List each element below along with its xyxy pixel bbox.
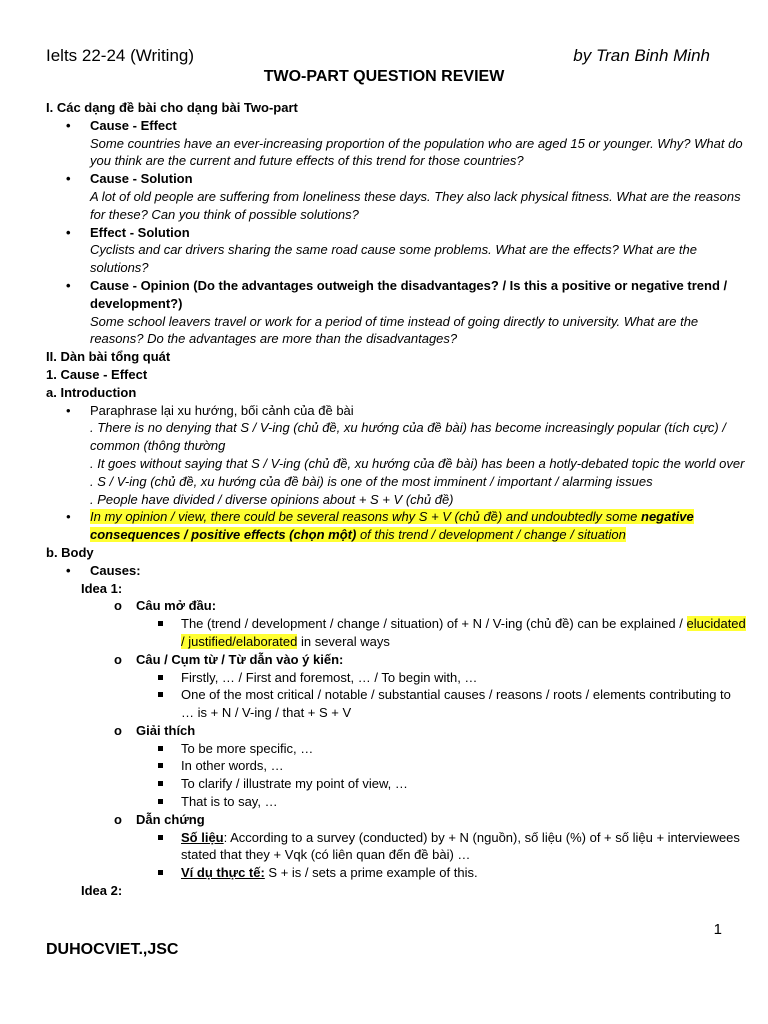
page-number: 1 — [713, 921, 722, 938]
author-header: by Tran Binh Minh — [573, 46, 710, 65]
evidence-example: Ví dụ thực tế: S + is / sets a prime example of this. — [46, 864, 746, 882]
type-label: • Cause - Solution — [66, 171, 193, 187]
bullet-icon: • — [66, 117, 71, 133]
explain-item: To clarify / illustrate my point of view, … — [46, 775, 746, 793]
document-body — [46, 99, 746, 900]
lead-label: o Câu / Cụm từ / Từ dẫn vào ý kiến: — [114, 651, 344, 667]
intro-heading: a. Introduction — [46, 384, 137, 400]
type-example: A lot of old people are suffering from loneliness these days. They also lack physical fitness. What are the reasons for these? Can you think of possible solutions? — [90, 188, 741, 222]
circle-bullet-icon: o — [114, 598, 122, 614]
bullet-icon: • — [66, 402, 71, 418]
page-title: TWO-PART QUESTION REVIEW — [263, 68, 505, 85]
type-label: • Effect - Solution — [66, 224, 190, 240]
type-example: Some countries have an ever-increasing proportion of the population who are aged 15 or younger. Why? What do you think are the current and future effects of this trend for those countries? — [90, 135, 743, 169]
circle-bullet-icon: o — [114, 722, 122, 738]
square-bullet-icon — [158, 621, 163, 626]
lead-item: One of the most critical / notable / substantial causes / reasons / roots / elements contributing to … is + N / V-ing / that + S + V — [46, 686, 746, 722]
bullet-icon: • — [66, 224, 71, 240]
opening-label: o Câu mở đầu: — [114, 598, 217, 614]
square-bullet-icon — [158, 781, 163, 786]
section1-heading: I. Các dạng đề bài cho dạng bài Two-part — [46, 100, 298, 115]
explain-item: To be more specific, … — [46, 740, 746, 758]
bullet-icon: • — [66, 509, 71, 525]
bullet-icon: • — [66, 562, 71, 578]
evidence-label: o Dẫn chứng — [114, 811, 205, 827]
body-heading: b. Body — [46, 544, 94, 560]
bullet-icon: • — [66, 277, 71, 293]
explain-item: In other words, … — [46, 757, 746, 775]
evidence-statistics: Số liệu: According to a survey (conducted) by + N (nguồn), số liệu (%) of + số liệu + interviewees stated that they + Vqk (có liên quan đến đề bài) … — [46, 829, 746, 865]
type-example: Cyclists and car drivers sharing the same road cause some problems. What are the effects? What are the solutions? — [90, 242, 697, 276]
explain-label: o Giải thích — [114, 722, 196, 738]
square-bullet-icon — [158, 763, 163, 768]
type-label: • Cause - Opinion (Do the advantages outweigh the disadvantages? / Is this a positive or negative trend / development?) — [66, 277, 728, 311]
circle-bullet-icon: o — [114, 811, 122, 827]
explain-item: That is to say, … — [46, 793, 746, 811]
square-bullet-icon — [158, 692, 163, 697]
paraphrase-line: . There is no denying that S / V-ing (chủ đề, xu hướng của đề bài) has become increasingly popular (tích cực) / common (thông thường — [90, 420, 726, 454]
idea2-label: Idea 2: — [81, 883, 123, 899]
square-bullet-icon — [158, 799, 163, 804]
footer-company: DUHOCVIET.,JSC — [46, 941, 179, 958]
causes-label: • Causes: — [66, 562, 141, 578]
square-bullet-icon — [158, 835, 163, 840]
square-bullet-icon — [158, 870, 163, 875]
idea1-label: Idea 1: — [81, 580, 123, 596]
paraphrase-line: . People have divided / diverse opinions about + S + V (chủ đề) — [90, 491, 454, 507]
square-bullet-icon — [158, 675, 163, 680]
paraphrase-label: • Paraphrase lại xu hướng, bối cảnh của đề bài — [66, 402, 354, 418]
section2-heading: II. Dàn bài tổng quát — [46, 349, 171, 365]
type-example: Some school leavers travel or work for a period of time instead of going directly to university. What are the reasons? Do the advantages are more than the disadvantages? — [90, 313, 699, 347]
type-label: • Cause - Effect — [66, 117, 177, 133]
opening-sentence: The (trend / development / change / situation) of + N / V-ing (chủ đề) can be explained / elucidated / justified/elaborated in several ways — [46, 615, 746, 651]
square-bullet-icon — [158, 746, 163, 751]
paraphrase-line: . S / V-ing (chủ đề, xu hướng của đề bài) is one of the most imminent / important / alarming issues — [90, 473, 653, 489]
course-header: Ielts 22-24 (Writing) — [46, 46, 195, 65]
bullet-icon: • — [66, 171, 71, 187]
subsection-heading: 1. Cause - Effect — [46, 366, 148, 382]
paraphrase-line: . It goes without saying that S / V-ing (chủ đề, xu hướng của đề bài) has been a hotly-debated topic the world over — [90, 455, 745, 471]
circle-bullet-icon: o — [114, 651, 122, 667]
lead-item: Firstly, … / First and foremost, … / To begin with, … — [46, 669, 746, 687]
opinion-statement: • In my opinion / view, there could be several reasons why S + V (chủ đề) and undoubtedly some negative consequences / positive effects (chọn một) of this trend / development / change / situation — [66, 509, 694, 543]
